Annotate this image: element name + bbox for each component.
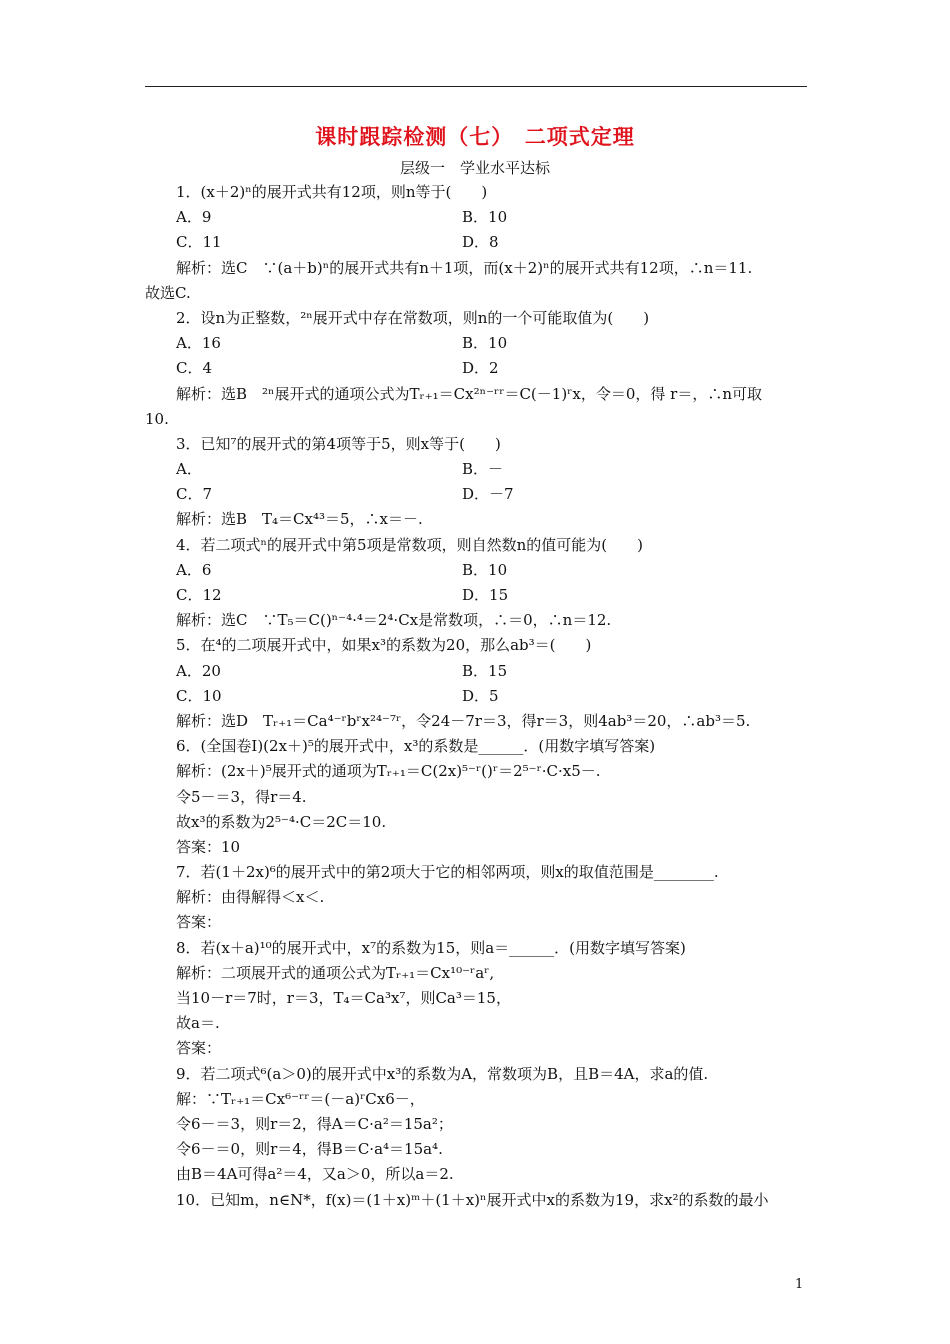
- text-line: 解析：(2x＋)⁵展开式的通项为Tᵣ₊₁＝C(2x)⁵⁻ʳ()ʳ＝2⁵⁻ʳ·C·x5－.: [176, 762, 601, 781]
- text-line: 解析：选C ∵(a＋b)ⁿ的展开式共有n＋1项，而(x＋2)ⁿ的展开式共有12项，∴n＝11.: [176, 258, 753, 277]
- option-left: A．16: [176, 334, 221, 353]
- text-line: 9．若二项式⁶(a＞0)的展开式中x³的系数为A，常数项为B，且B＝4A，求a的值.: [176, 1064, 709, 1083]
- option-right: D．－7: [462, 485, 514, 504]
- text-line: 当10－r＝7时，r＝3，T₄＝Ca³x⁷，则Ca³＝15，: [176, 989, 511, 1007]
- option-left: C．12: [176, 586, 222, 604]
- header-rule: [145, 86, 807, 87]
- text-line: 答案：: [176, 1039, 222, 1058]
- text-line: 解析：选D Tᵣ₊₁＝Ca⁴⁻ʳbʳx²⁴⁻⁷ʳ，令24－7r＝3，得r＝3，则4ab³＝20，∴ab³＝5.: [176, 711, 751, 730]
- answer-options-row: [145, 457, 810, 482]
- option-right: B．10: [462, 560, 508, 579]
- answer-options-row: [145, 482, 810, 507]
- text-line: 10．已知m，n∈N*，f(x)＝(1＋x)ᵐ＋(1＋x)ⁿ展开式中x的系数为19，求x²的系数的最小: [176, 1190, 769, 1209]
- text-line: 令5－＝3，得r＝4.: [176, 787, 307, 806]
- option-right: D．5: [462, 686, 499, 705]
- text-line: 故x³的系数为2⁵⁻⁴·C＝2C＝10.: [176, 812, 387, 831]
- document-body: [145, 180, 810, 1213]
- answer-options-row: [145, 356, 810, 381]
- option-left: C．4: [176, 359, 213, 378]
- answer-options-row: [145, 205, 810, 230]
- option-right: D．8: [462, 233, 499, 252]
- page-number: 1: [795, 1277, 804, 1292]
- text-line: 4．若二项式ⁿ的展开式中第5项是常数项，则自然数n的值可能为( ): [176, 535, 643, 554]
- answer-options-row: [145, 659, 810, 684]
- answer-options-row: [145, 331, 810, 356]
- answer-options-row: [145, 583, 810, 608]
- text-line: 解：∵Tᵣ₊₁＝Cx⁶⁻ʳʳ＝(－a)ʳCx6－，: [176, 1089, 425, 1108]
- text-line: 8．若(x＋a)¹⁰的展开式中，x⁷的系数为15，则a＝______．(用数字填写答案): [176, 938, 686, 957]
- text-line: 1．(x＋2)ⁿ的展开式共有12项，则n等于( ): [176, 183, 488, 201]
- answer-options-row: [145, 558, 810, 583]
- option-right: B．10: [462, 208, 508, 227]
- text-line: 5．在⁴的二项展开式中，如果x³的系数为20，那么ab³＝( ): [176, 636, 592, 655]
- text-line: 3．已知⁷的展开式的第4项等于5，则x等于( ): [176, 434, 501, 453]
- text-line: 7．若(1＋2x)⁶的展开式中的第2项大于它的相邻两项，则x的取值范围是________.: [176, 863, 719, 882]
- text-line: 10.: [145, 409, 169, 428]
- option-left: C．10: [176, 686, 222, 705]
- option-right: B．10: [462, 334, 508, 353]
- text-line: 故a＝.: [176, 1014, 220, 1033]
- option-left: A．: [176, 460, 202, 479]
- text-line: 答案：10: [176, 837, 241, 856]
- text-line: 6．(全国卷Ⅰ)(2x＋)⁵的展开式中，x³的系数是______．(用数字填写答案): [176, 737, 656, 756]
- option-right: D．15: [462, 586, 509, 604]
- answer-options-row: [145, 230, 810, 255]
- text-line: 2．设n为正整数，²ⁿ展开式中存在常数项，则n的一个可能取值为( ): [176, 308, 650, 327]
- option-right: B．15: [462, 661, 508, 680]
- text-line: 令6－＝0，则r＝4，得B＝C·a⁴＝15a⁴.: [176, 1140, 443, 1159]
- option-left: C．11: [176, 233, 222, 252]
- option-left: C．7: [176, 485, 213, 504]
- section-subtitle: 层级一 学业水平达标: [399, 159, 550, 177]
- option-left: A．9: [176, 208, 212, 227]
- text-line: 解析：选B ²ⁿ展开式的通项公式为Tᵣ₊₁＝Cx²ⁿ⁻ʳʳ＝C(－1)ʳx，令＝0，得 r＝，∴n可取: [176, 384, 762, 403]
- text-line: 解析：由得解得＜x＜.: [176, 888, 325, 907]
- option-left: A．6: [176, 560, 212, 579]
- text-line: 解析：选B T₄＝Cx⁴³＝5，∴x＝－.: [176, 510, 423, 529]
- page-title: 课时跟踪检测（七） 二项式定理: [315, 125, 635, 149]
- text-line: 令6－＝3，则r＝2，得A＝C·a²＝15a²；: [176, 1114, 453, 1133]
- option-left: A．20: [176, 661, 221, 680]
- text-line: 解析：选C ∵T₅＝C()ⁿ⁻⁴·⁴＝2⁴·Cx是常数项，∴＝0，∴n＝12.: [176, 611, 612, 630]
- text-line: 答案：: [176, 913, 222, 932]
- answer-options-row: [145, 684, 810, 709]
- option-right: D．2: [462, 359, 499, 378]
- text-line: 故选C.: [145, 283, 191, 302]
- text-line: 解析：二项展开式的通项公式为Tᵣ₊₁＝Cx¹⁰⁻ʳaʳ,: [176, 963, 495, 982]
- text-line: 由B＝4A可得a²＝4，又a＞0，所以a＝2.: [176, 1165, 454, 1184]
- option-right: B．－: [462, 460, 504, 479]
